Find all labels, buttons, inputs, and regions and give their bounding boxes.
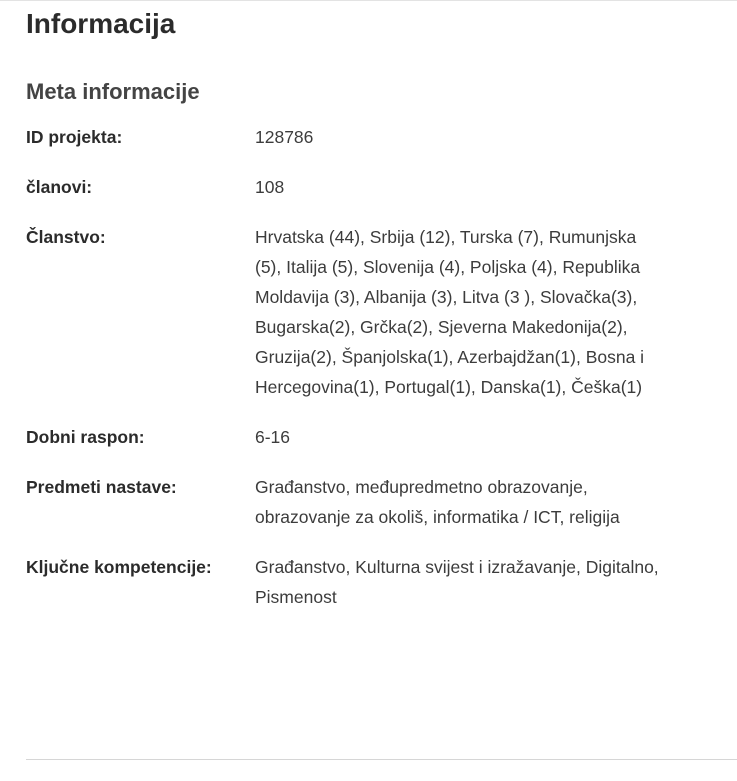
meta-value-project-id: 128786 xyxy=(255,127,314,147)
page-title: Informacija xyxy=(26,8,176,39)
meta-value-members: 108 xyxy=(255,177,285,197)
meta-row-subjects xyxy=(26,472,716,532)
meta-row-project-id xyxy=(26,122,716,152)
meta-label-project-id: ID projekta: xyxy=(26,127,123,147)
meta-label-age-range: Dobni raspon: xyxy=(26,427,145,447)
meta-row-age-range xyxy=(26,422,716,452)
meta-row-membership xyxy=(26,222,716,402)
meta-row-members xyxy=(26,172,716,202)
information-panel xyxy=(26,0,716,632)
meta-label-members: članovi: xyxy=(26,177,93,197)
meta-label-membership: Članstvo: xyxy=(26,227,106,247)
bottom-divider xyxy=(26,759,737,760)
meta-value-subjects: Građanstvo, međupredmetno obrazovanje, obrazovanje za okoliš, informatika / ICT, religija xyxy=(255,477,620,527)
meta-row-key-competences xyxy=(26,552,716,612)
section-title: Meta informacije xyxy=(26,79,200,104)
meta-value-age-range: 6-16 xyxy=(255,427,291,447)
meta-value-membership: Hrvatska (44), Srbija (12), Turska (7), Rumunjska (5), Italija (5), Slovenija (4), Poljska (4), Republika Moldavija (3), Albanija (3), Litva (3 ), Slovačka(3), Bugarska(2), Grčka(2), Sjeverna Makedonija(2), Gruzija(2), Španjolska(1), Azerbajdžan(1), Bosna i Hercegovina(1), Portugal(1), Danska(1), Češka(1) xyxy=(255,227,645,397)
meta-label-subjects: Predmeti nastave: xyxy=(26,477,177,497)
meta-value-key-competences: Građanstvo, Kulturna svijest i izražavanje, Digitalno, Pismenost xyxy=(255,557,659,607)
meta-label-key-competences: Ključne kompetencije: xyxy=(26,557,212,577)
meta-list xyxy=(26,122,716,612)
